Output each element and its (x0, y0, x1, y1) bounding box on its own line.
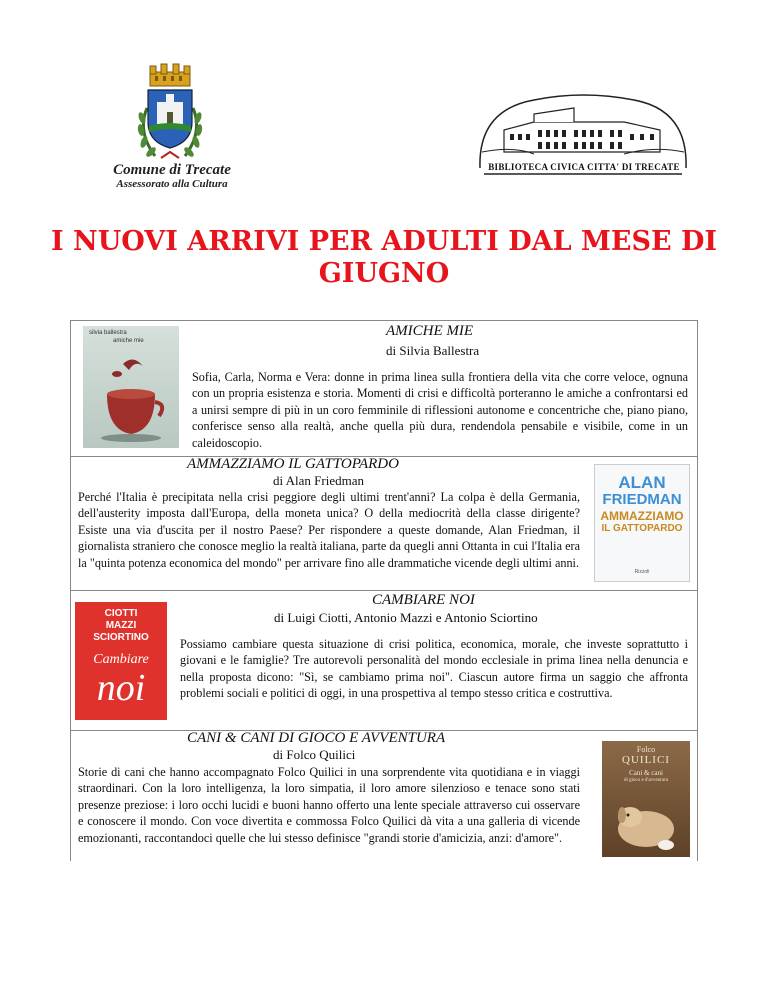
book-cover (594, 464, 690, 582)
book-description: Storie di cani che hanno accompagnato Folco Quilici in una sorprendente vita quotidiana e in viaggi straordinari. Con la loro intelligenza, la loro simpatia, il loro amore silenzioso e tenace sono stati presenze preziose: i loro occhi lucidi e buoni hanno offerto una lente speciale attraverso cui osservare e conoscere il mondo. Con voce divertita e commossa Folco Quilici dà vita a una galleria di vicende emozionanti, raccontandoci quelle che lui stesso definisce "grandi storie d'amicizia, anzi: d'amore". (78, 765, 580, 845)
book-author: di Luigi Ciotti, Antonio Mazzi e Antonio Sciortino (274, 610, 538, 625)
cover-title-line1: AMMAZZIAMO (600, 509, 684, 523)
cover-title-1: Cani & cani (629, 769, 663, 777)
cover-title: amiche mie (113, 338, 144, 344)
municipality-name: Comune di Trecate (113, 162, 231, 178)
book-author: di Folco Quilici (273, 747, 356, 762)
municipality-department: Assessorato alla Cultura (116, 178, 228, 190)
teacup-icon (93, 354, 173, 444)
cover-author-3: SCIORTINO (93, 632, 149, 643)
book-title: CAMBIARE NOI (372, 592, 475, 608)
book-title: AMICHE MIE (386, 323, 474, 339)
dog-icon (610, 789, 682, 853)
cover-publisher: Rizzoli (634, 569, 650, 575)
book-description: Possiamo cambiare questa situazione di crisi politica, economica, morale, che investe soprattutto i giovani e le famiglie? Tre autorevoli personalità del mondo ecclesiale in prima linea nella denuncia e nella proposta dicono: "Sì, se cambiamo prima noi". Ciascun autore firma un saggio che affronta problemi sociali e politici di oggi, in una prospettiva al tempo stesso critica e costruttiva. (180, 637, 688, 701)
cover-author: silvia ballestra (89, 330, 127, 336)
cover-title-2: di gioco e d'avventura (623, 778, 669, 783)
book-cover (75, 602, 167, 720)
book-author: di Alan Friedman (273, 473, 364, 488)
cover-author-first: ALAN (618, 473, 666, 492)
cover-title-line2: IL GATTOPARDO (601, 523, 683, 534)
book-title: CANI & CANI DI GIOCO E AVVENTURA (187, 730, 446, 746)
book-title: AMMAZZIAMO IL GATTOPARDO (187, 456, 399, 472)
cover-author-2: MAZZI (105, 620, 137, 631)
book-cover (83, 326, 179, 448)
book-author: di Silvia Ballestra (386, 343, 480, 358)
cover-author-first: Folco (636, 745, 656, 754)
cover-title-1: Cambiare (93, 652, 149, 667)
book-cover (602, 741, 690, 857)
cover-author-last: QUILICI (622, 754, 670, 766)
book-description: Perché l'Italia è precipitata nella crisi peggiore degli ultimi trent'anni? La colpa è della Germania, dell'austerity imposta dall'Europa, della moneta unica? O della mediocrità della classe dirigente? Esiste una via d'uscita per il nostro Paese? Per rispondere a queste domande, Alan Friedman, il giornalista straniero che conosce meglio la realtà italiana, parte da quegli anni Ottanta in cui l'Italia era la "quinta potenza economica del mondo" per arrivare fino alle drammatiche vicende degli ultimi anni. (78, 490, 580, 570)
cover-author-last: FRIEDMAN (602, 491, 682, 508)
book-description: Sofia, Carla, Norma e Vera: donne in prima linea sulla frontiera della vita che corre veloce, ognuna con un propria esistenza e storia. Momenti di crisi e difficoltà porteranno le amiche a confrontarsi ed a unirsi sempre di più in un coro femminile di riflessioni autonome e concentriche che, piano piano, conferisce senso alla realtà, anche quella più dura, rendendola pensabile e visibile, come in un caleidoscopio. (192, 370, 688, 450)
cover-author-1: CIOTTI (104, 608, 138, 619)
municipal-crest-icon (133, 62, 207, 166)
library-name: BIBLIOTECA CIVICA CITTA' DI TRECATE (488, 162, 680, 172)
cover-title-2: noi (96, 667, 146, 709)
page-title: I NUOVI ARRIVI PER ADULTI DAL MESE DI GIUGNO (51, 226, 717, 289)
